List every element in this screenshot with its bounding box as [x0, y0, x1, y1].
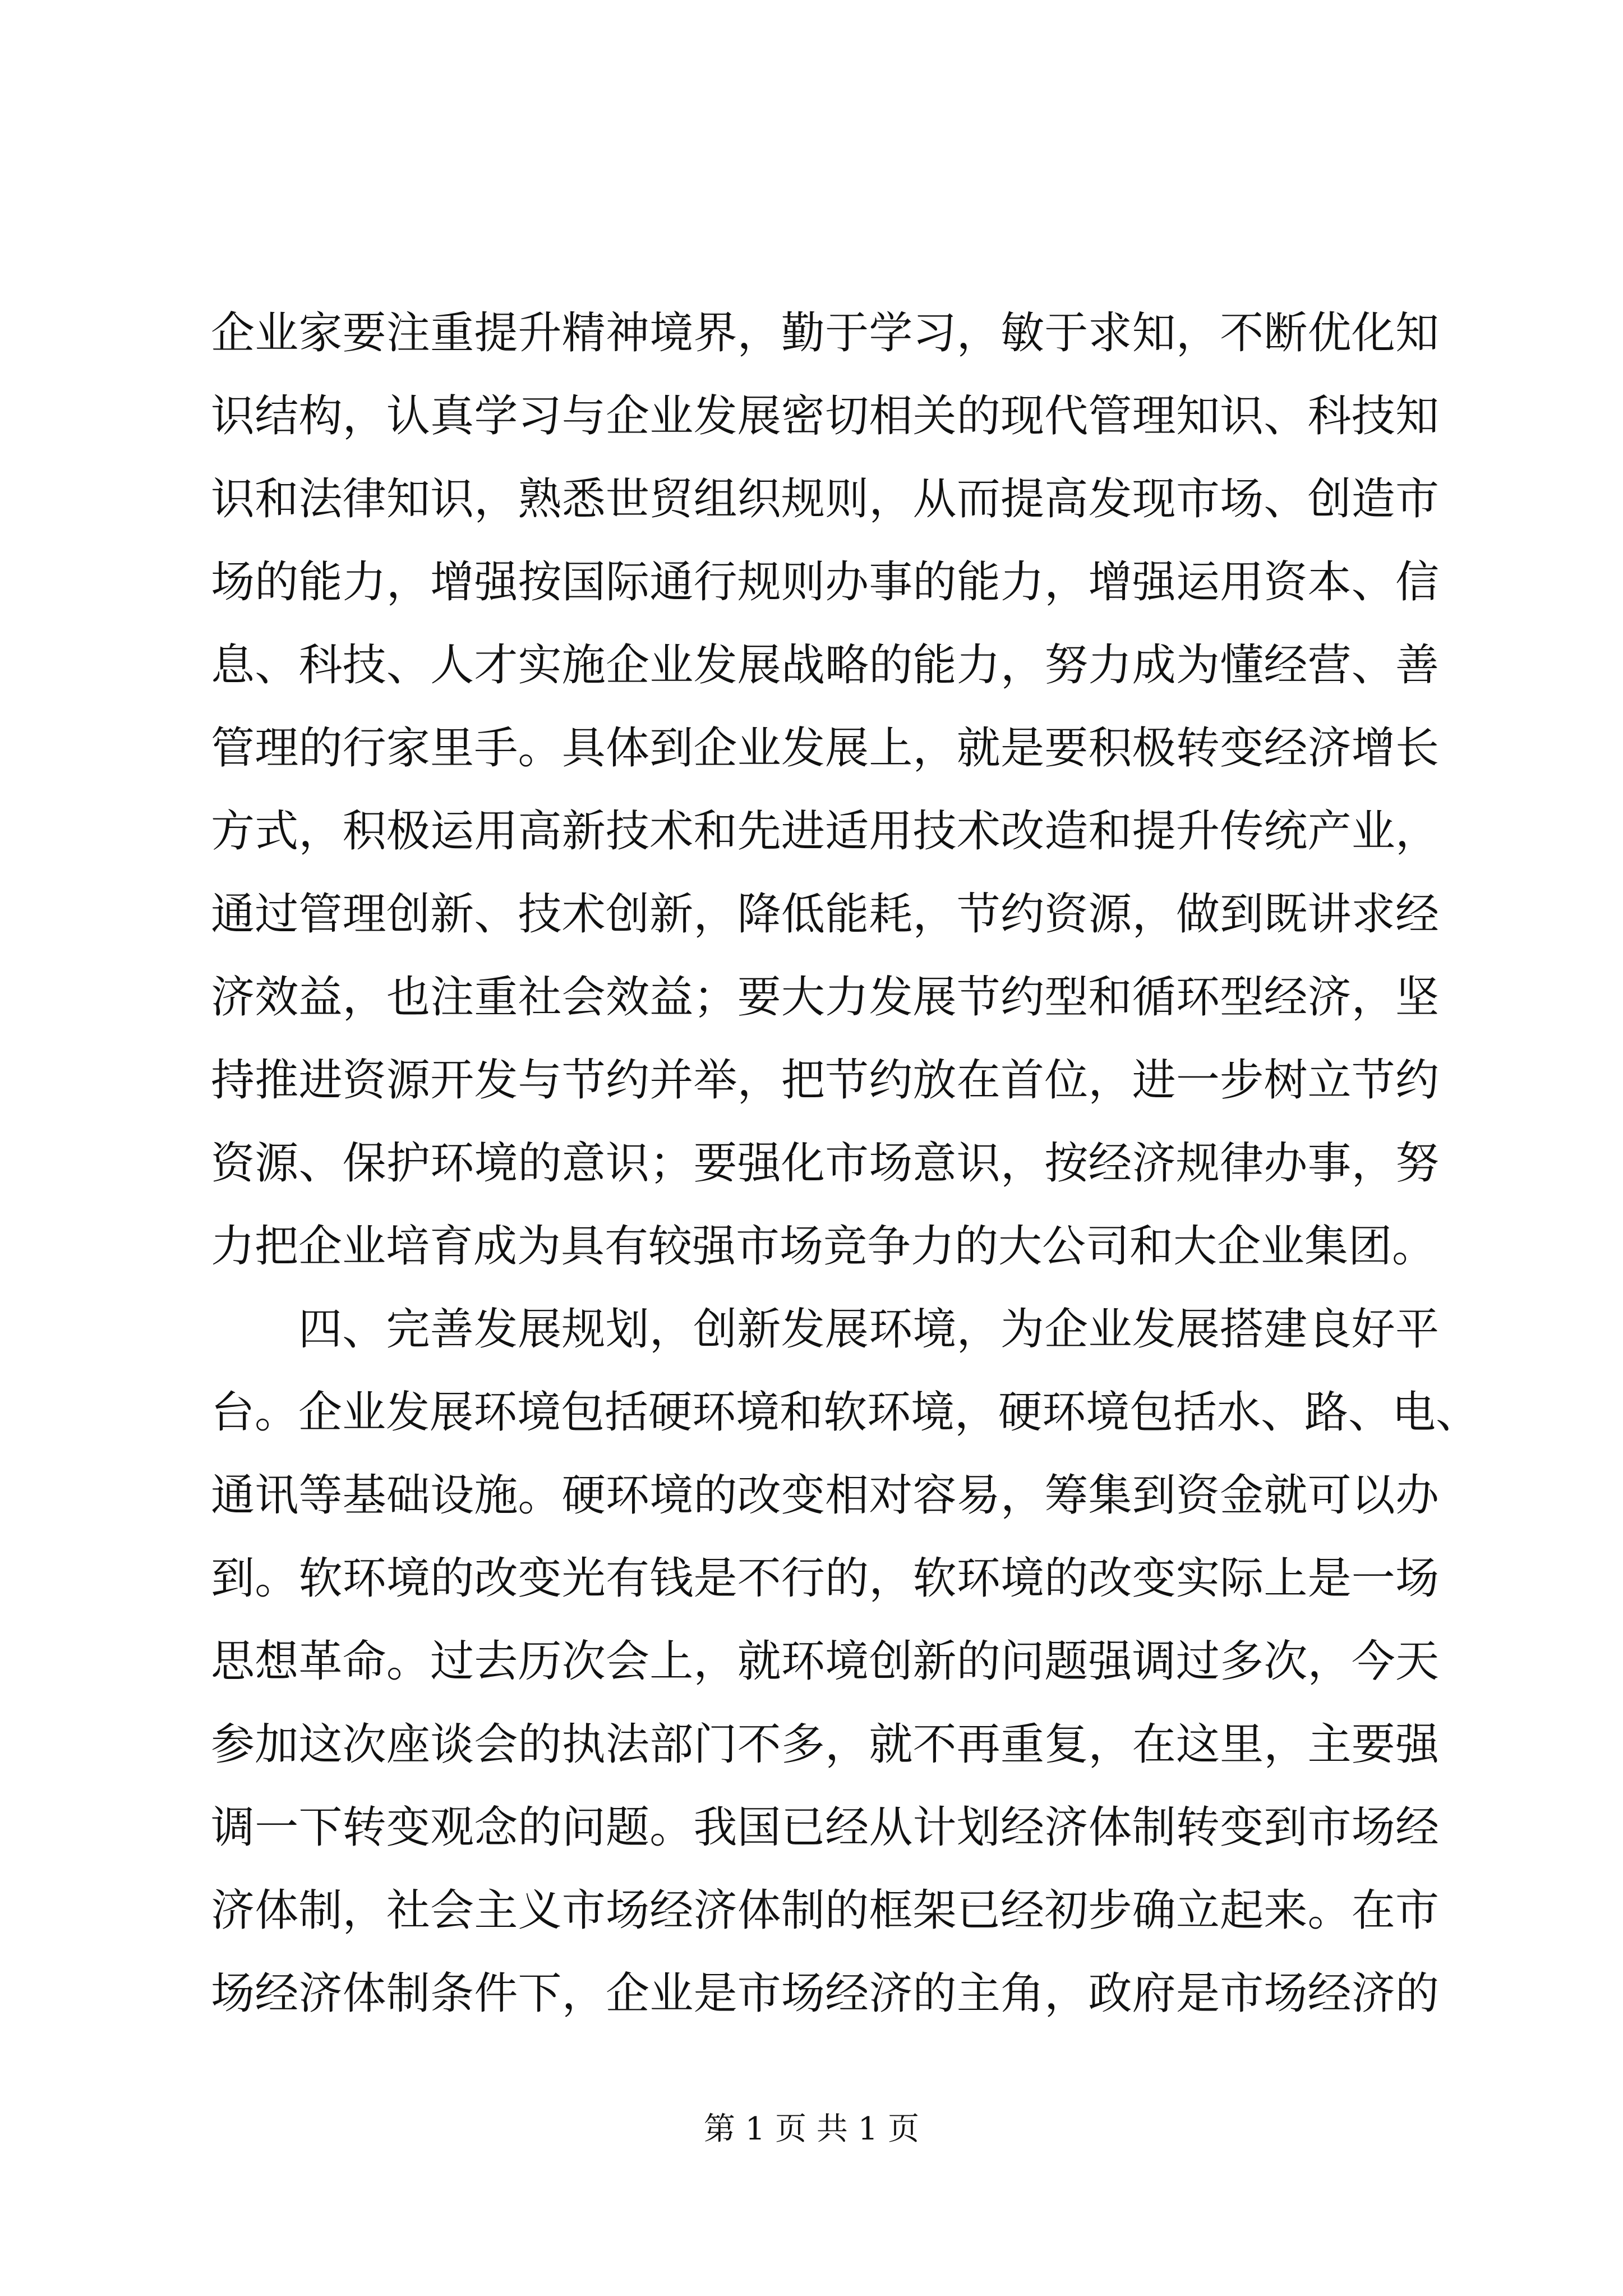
- text-line: 济效益，也注重社会效益；要大力发展节约型和循环型经济，坚: [211, 972, 1439, 1023]
- text-line: 通过管理创新、技术创新，降低能耗，节约资源，做到既讲求经: [211, 889, 1439, 940]
- paragraph-2: [211, 1288, 1480, 2035]
- body-text: [211, 292, 1480, 2035]
- text-line: 持推进资源开发与节约并举，把节约放在首位，进一步树立节约: [211, 1055, 1439, 1106]
- text-line: 场经济体制条件下，企业是市场经济的主角，政府是市场经济的: [211, 1968, 1439, 2019]
- text-line: 调一下转变观念的问题。我国已经从计划经济体制转变到市场经: [211, 1802, 1439, 1853]
- text-line: 台。企业发展环境包括硬环境和软环境，硬环境包括水、路、电、: [211, 1387, 1480, 1438]
- text-line: 识结构，认真学习与企业发展密切相关的现代管理知识、科技知: [211, 391, 1439, 441]
- text-line: 到。软环境的改变光有钱是不行的，软环境的改变实际上是一场: [211, 1553, 1439, 1604]
- text-line: 资源、保护环境的意识；要强化市场意识，按经济规律办事，努: [211, 1138, 1439, 1189]
- text-line: 识和法律知识，熟悉世贸组织规则，从而提高发现市场、创造市: [211, 474, 1439, 524]
- text-line: 企业家要注重提升精神境界，勤于学习，敏于求知，不断优化知: [211, 308, 1439, 358]
- text-line: 方式，积极运用高新技术和先进适用技术改造和提升传统产业，: [211, 806, 1439, 857]
- text-line: 场的能力，增强按国际通行规则办事的能力，增强运用资本、信: [211, 557, 1439, 608]
- text-line: 管理的行家里手。具体到企业发展上，就是要积极转变经济增长: [211, 723, 1439, 774]
- text-line: 力把企业培育成为具有较强市场竞争力的大公司和大企业集团。: [211, 1221, 1436, 1272]
- text-line: 参加这次座谈会的执法部门不多，就不再重复，在这里，主要强: [211, 1719, 1439, 1770]
- text-line: 四、完善发展规划，创新发展环境，为企业发展搭建良好平: [298, 1304, 1439, 1355]
- page-number-footer: 第 1 页 共 1 页: [703, 2111, 920, 2147]
- text-line: 济体制，社会主义市场经济体制的框架已经初步确立起来。在市: [211, 1885, 1439, 1936]
- text-line: 通讯等基础设施。硬环境的改变相对容易，筹集到资金就可以办: [211, 1470, 1439, 1521]
- text-line: 息、科技、人才实施企业发展战略的能力，努力成为懂经营、善: [211, 640, 1439, 691]
- paragraph-1: [211, 292, 1439, 1288]
- text-line: 思想革命。过去历次会上，就环境创新的问题强调过多次，今天: [211, 1636, 1439, 1687]
